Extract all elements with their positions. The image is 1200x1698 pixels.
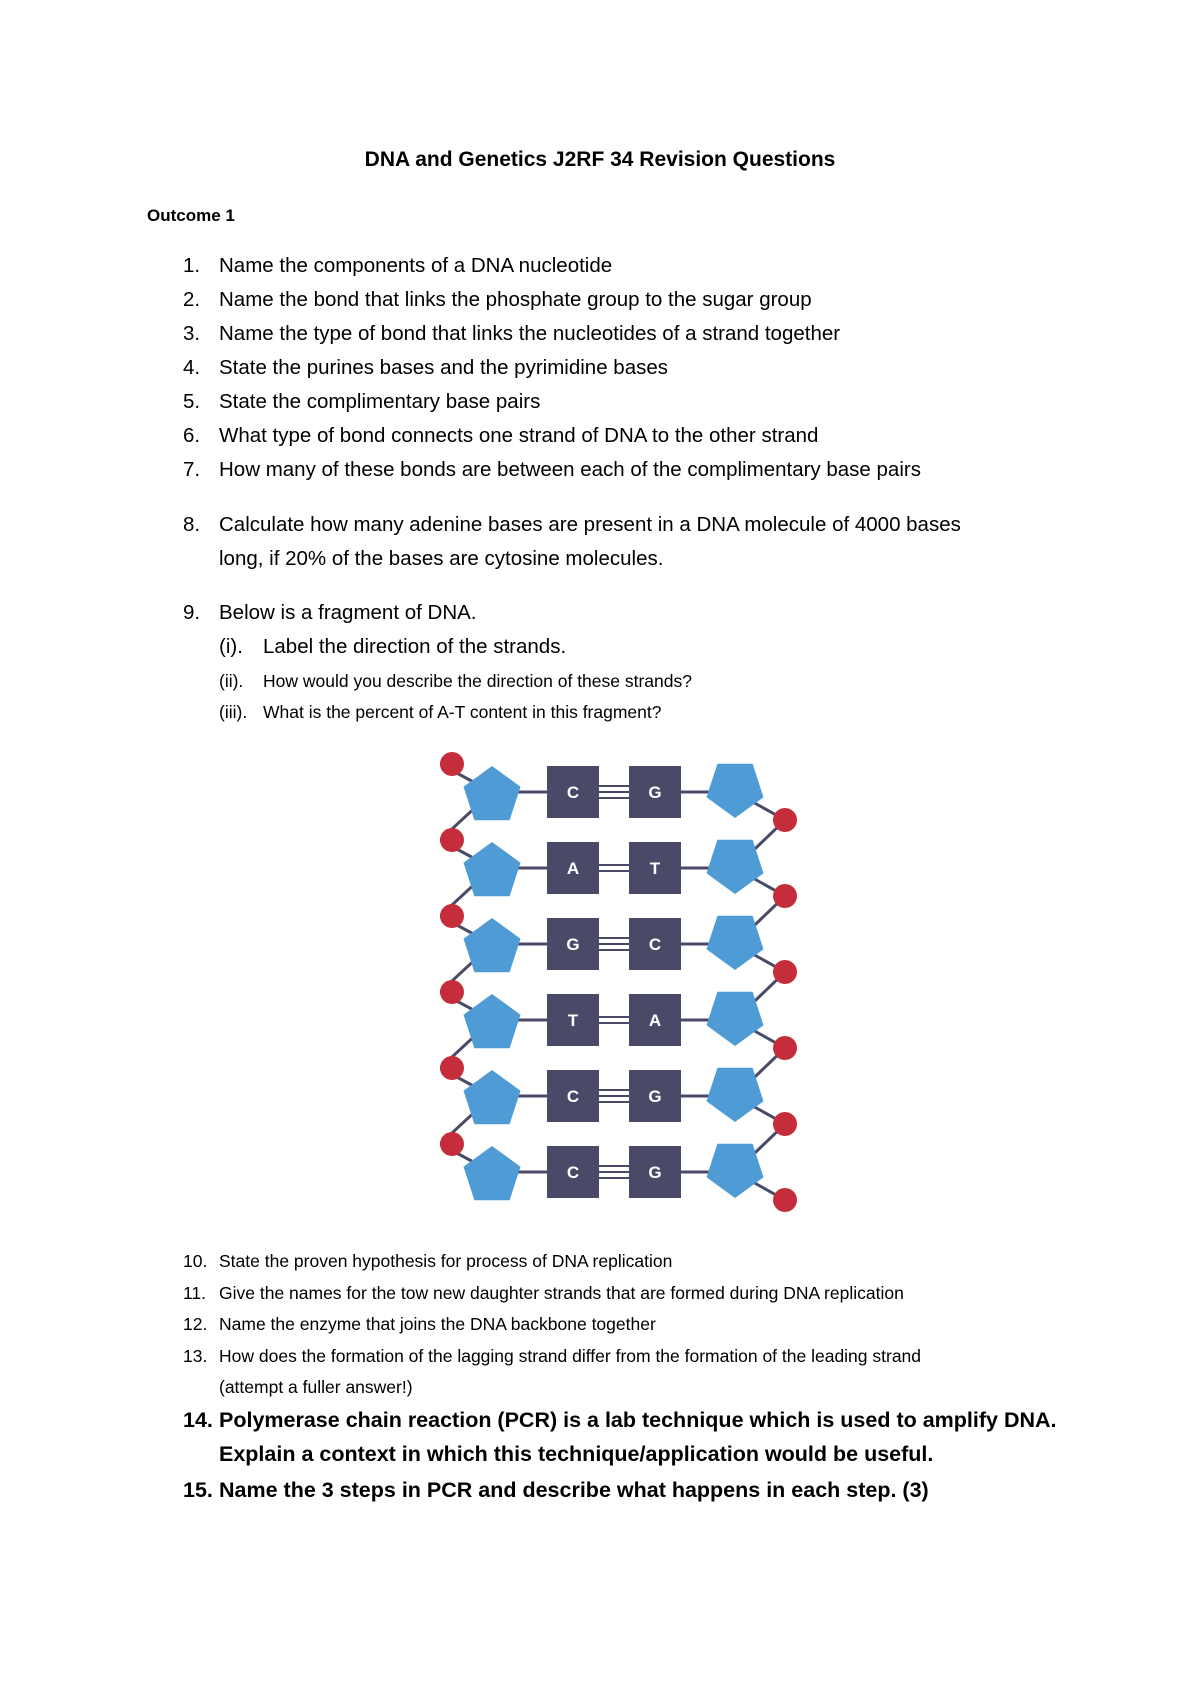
right-base-label: G	[648, 1087, 662, 1106]
left-phosphate	[440, 1056, 464, 1080]
sub-number: (i).	[219, 635, 243, 658]
question-number: 11.	[183, 1283, 207, 1303]
question-text: Name the components of a DNA nucleotide	[219, 254, 613, 277]
right-base-label: T	[649, 859, 661, 878]
question-number: 2.	[183, 288, 201, 311]
right-deoxyribose-sugar	[707, 992, 764, 1046]
question-number: 8.	[183, 513, 201, 536]
question-number: 4.	[183, 356, 201, 379]
question-number: 6.	[183, 424, 201, 447]
right-phosphate	[773, 808, 797, 832]
left-base-label: A	[566, 859, 580, 878]
question-text: Name the enzyme that joins the DNA backbone together	[219, 1314, 656, 1334]
question-number: 3.	[183, 322, 201, 345]
question-text-line-1: Polymerase chain reaction (PCR) is a lab technique which is used to amplify DNA.	[219, 1408, 1057, 1432]
left-base-label: C	[566, 783, 580, 802]
right-base-label: C	[648, 935, 662, 954]
left-base-label: T	[567, 1011, 579, 1030]
right-base-label: G	[648, 783, 662, 802]
outcome-heading: Outcome 1	[147, 206, 235, 225]
question-text: Name the bond that links the phosphate group to the sugar group	[219, 288, 812, 311]
left-phosphate	[440, 904, 464, 928]
right-base-label: G	[648, 1163, 662, 1182]
right-phosphate	[773, 1112, 797, 1136]
left-phosphate	[440, 752, 464, 776]
question-text: State the proven hypothesis for process of DNA replication	[219, 1251, 673, 1271]
right-deoxyribose-sugar	[707, 1144, 764, 1198]
question-number: 14.	[183, 1408, 213, 1432]
question-text-line-2: long, if 20% of the bases are cytosine molecules.	[219, 547, 664, 570]
question-text: State the complimentary base pairs	[219, 390, 541, 413]
question-text: Give the names for the tow new daughter strands that are formed during DNA replication	[219, 1283, 904, 1303]
sub-number: (iii).	[219, 702, 248, 722]
question-text-line-2: Explain a context in which this technique/application would be useful.	[219, 1442, 934, 1466]
question-text: State the purines bases and the pyrimidine bases	[219, 356, 668, 379]
right-deoxyribose-sugar	[707, 764, 764, 818]
question-text-line-1: How does the formation of the lagging strand differ from the formation of the leading strand	[219, 1346, 922, 1366]
left-deoxyribose-sugar	[464, 766, 521, 820]
left-base-label: C	[566, 1087, 580, 1106]
right-phosphate	[773, 1036, 797, 1060]
question-number: 7.	[183, 458, 201, 481]
right-deoxyribose-sugar	[707, 840, 764, 894]
question-text: What type of bond connects one strand of DNA to the other strand	[219, 424, 819, 447]
sub-text: How would you describe the direction of these strands?	[263, 671, 692, 691]
question-number: 15.	[183, 1478, 213, 1502]
left-phosphate	[440, 1132, 464, 1156]
left-deoxyribose-sugar	[464, 994, 521, 1048]
left-deoxyribose-sugar	[464, 842, 521, 896]
right-deoxyribose-sugar	[707, 916, 764, 970]
sub-text: What is the percent of A-T content in this fragment?	[263, 702, 662, 722]
question-number: 13.	[183, 1346, 208, 1366]
left-phosphate	[440, 980, 464, 1004]
question-text: Name the 3 steps in PCR and describe what happens in each step. (3)	[219, 1478, 929, 1502]
left-deoxyribose-sugar	[464, 1146, 521, 1200]
left-deoxyribose-sugar	[464, 1070, 521, 1124]
question-number: 1.	[183, 254, 201, 277]
left-phosphate	[440, 828, 464, 852]
page-title: DNA and Genetics J2RF 34 Revision Questions	[364, 148, 836, 171]
question-text: How many of these bonds are between each of the complimentary base pairs	[219, 458, 921, 481]
sub-number: (ii).	[219, 671, 244, 691]
right-base-label: A	[648, 1011, 662, 1030]
question-text: Below is a fragment of DNA.	[219, 601, 477, 624]
sub-text: Label the direction of the strands.	[263, 635, 567, 658]
right-deoxyribose-sugar	[707, 1068, 764, 1122]
left-deoxyribose-sugar	[464, 918, 521, 972]
dna-fragment-diagram	[440, 752, 800, 1222]
right-phosphate	[773, 960, 797, 984]
question-number: 12.	[183, 1314, 208, 1334]
right-phosphate	[773, 884, 797, 908]
question-text-line-1: Calculate how many adenine bases are present in a DNA molecule of 4000 bases	[219, 513, 961, 536]
question-number: 9.	[183, 601, 201, 624]
question-number: 10.	[183, 1251, 208, 1271]
question-number: 5.	[183, 390, 201, 413]
left-base-label: G	[566, 935, 580, 954]
question-text-line-2: (attempt a fuller answer!)	[219, 1377, 413, 1397]
question-text: Name the type of bond that links the nucleotides of a strand together	[219, 322, 841, 345]
left-base-label: C	[566, 1163, 580, 1182]
right-phosphate	[773, 1188, 797, 1212]
